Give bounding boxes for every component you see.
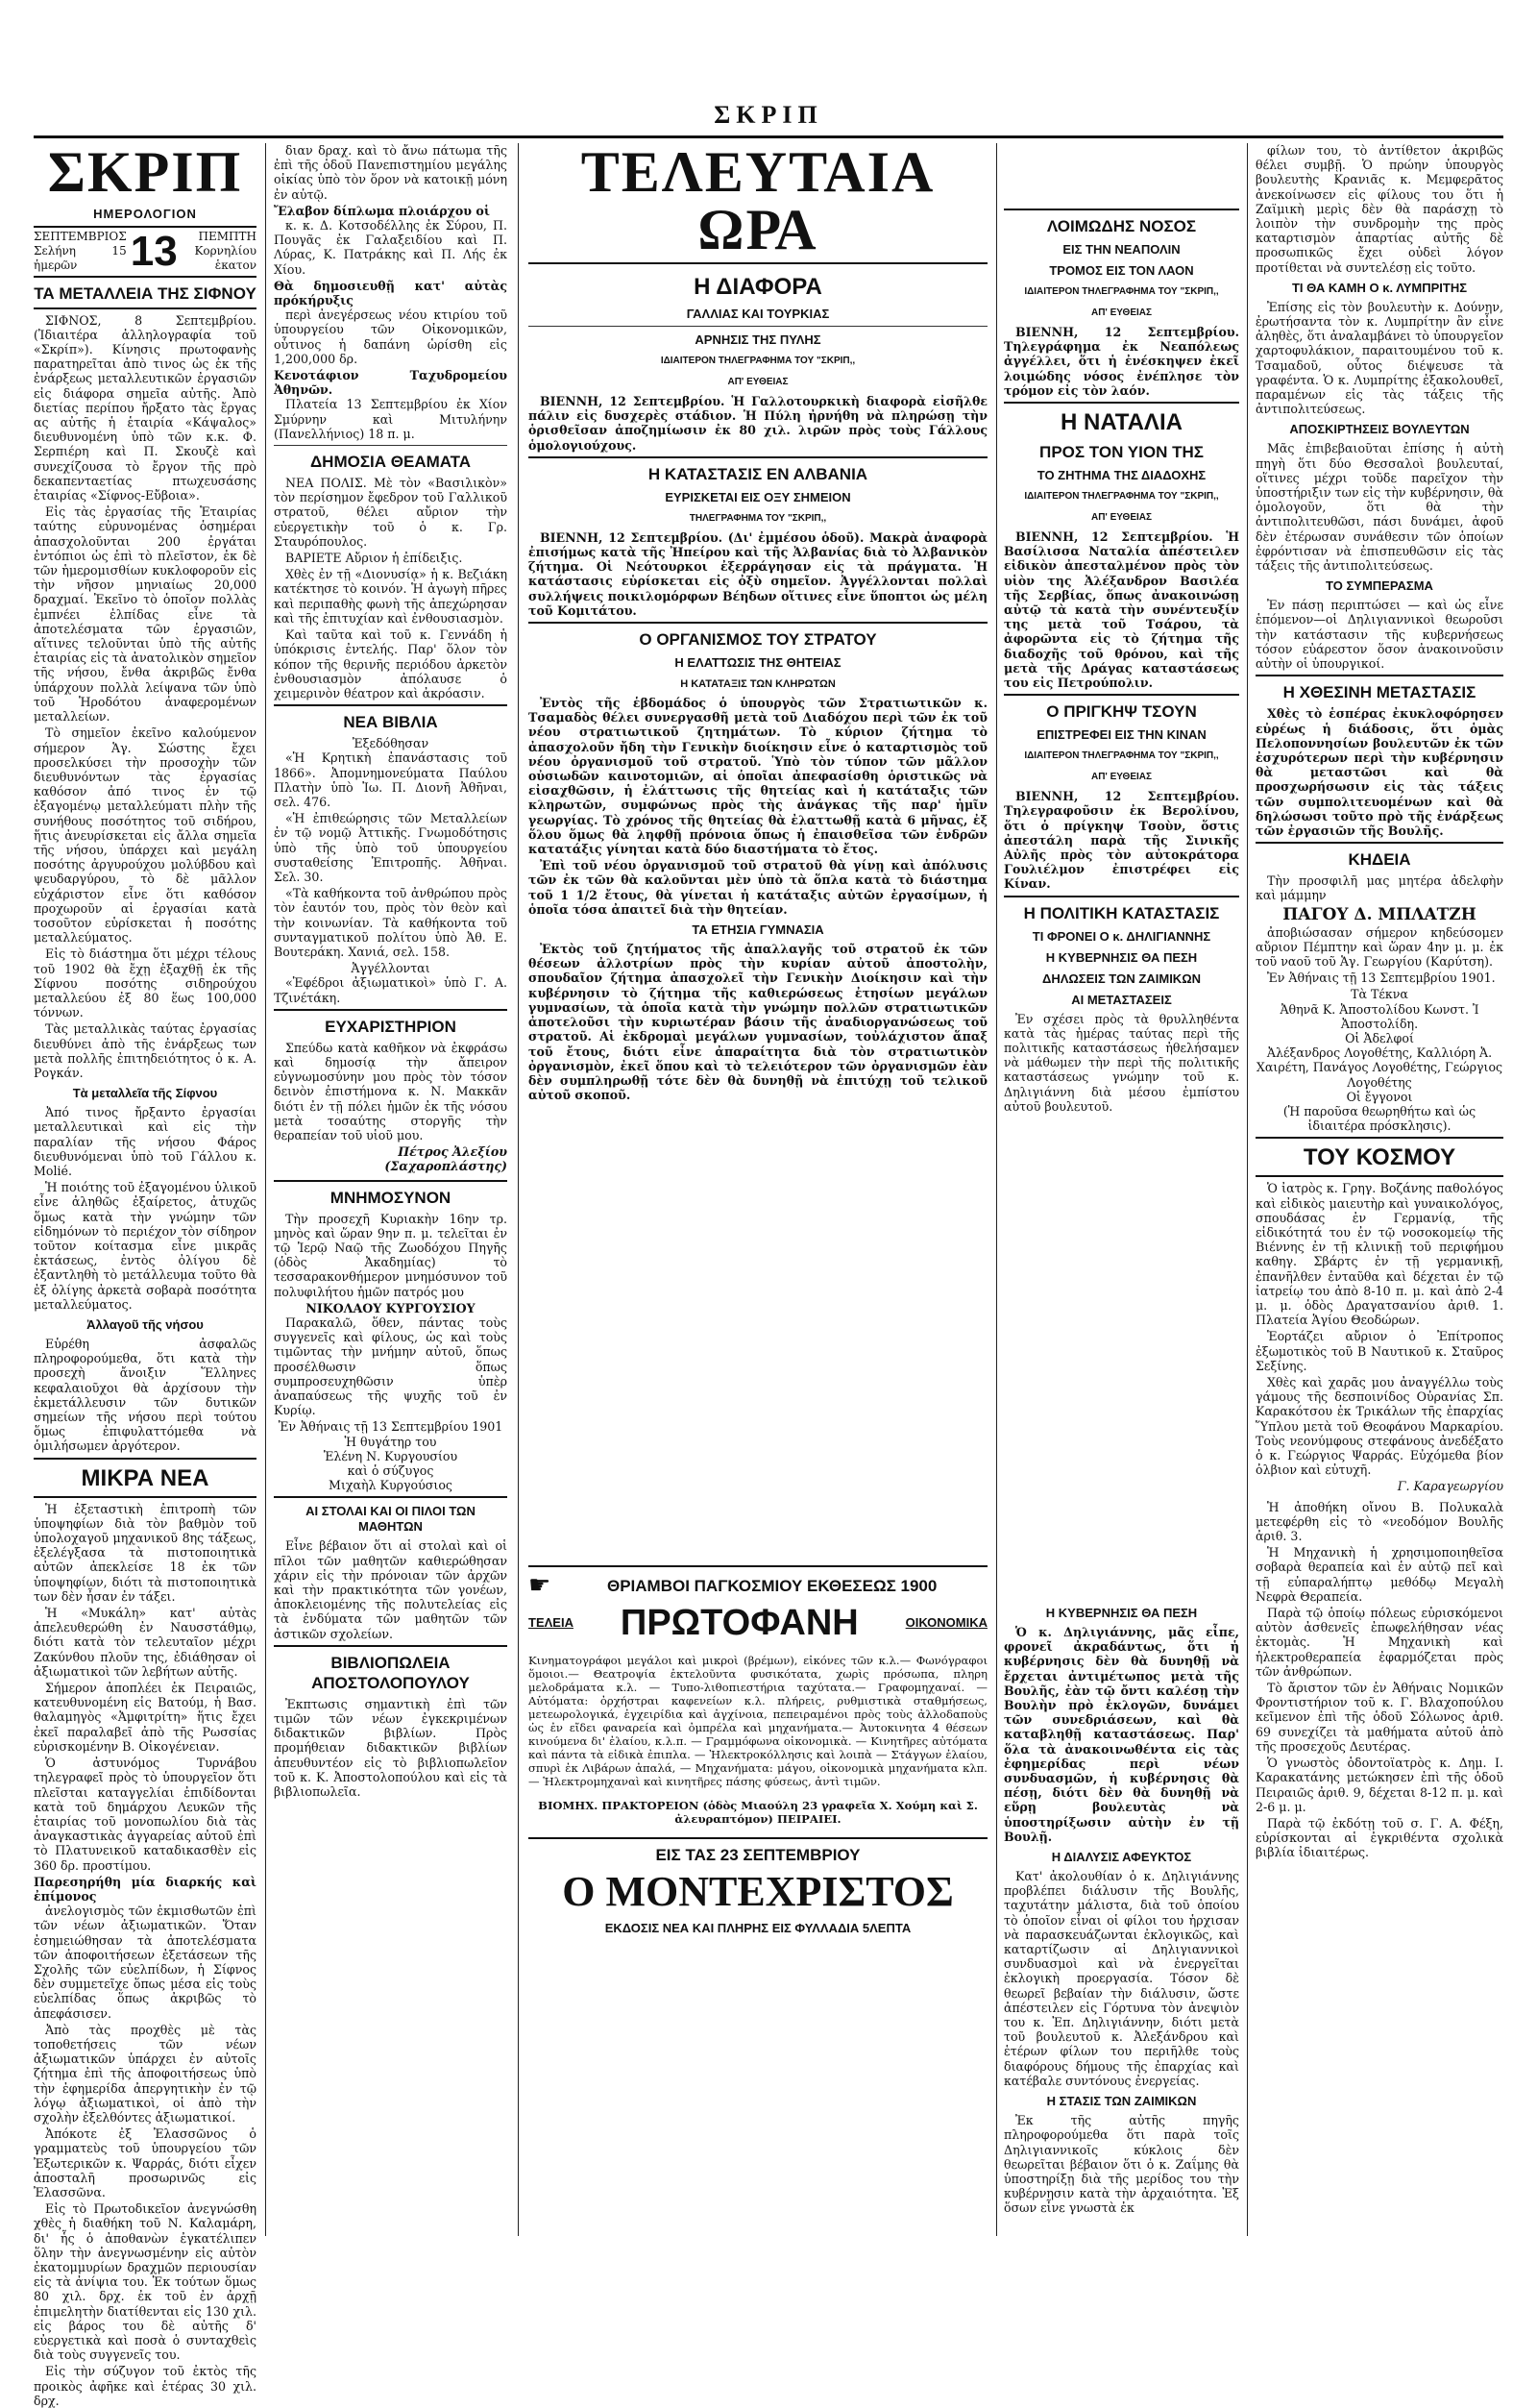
article-paragraph: Κατ' ἀκολουθίαν ὁ κ. Δηλιγιάννης προβλέπει διάλυσιν τῆς Βουλῆς, ταχυτάτην μάλιστα, διὰ τοῦ ὁποίου τὸ ὁποῖον εἶναι οἱ φίλοι του ἡρχισαν νὰ παρασκευάζωνται ἐκλογικῶς, καὶ καταρτίζωσιν αἱ Δηλιγιαννικοὶ συνδυασμοὶ καὶ νὰ ἐνεργεῖται ἐκλογικὴ προεργασία. Τόσον δὲ θεωρεῖ βεβαίαν τὴν διάλυσιν, ὥστε ἀπέστειλεν εἰς Γόρτυνα τὸν ἀνεψιὸν του κ. Ἐπ. Δηλιγιάννην, διότι μετὰ τοῦ βουλευτοῦ κ. Ἀλεξάνδρου καὶ ἑτέρων φίλων του περιῆλθε τοὺς διαφόρους δήμους τῆς ἐπαρχίας καὶ κατέβαλε συντόνους ἐνεργείας. (1004, 1869, 1239, 2088)
deceased-name: ΠΑΓΟΥ Δ. ΜΠΛΑΤΖΗ (1282, 904, 1476, 924)
section-heading: ΜΝΗΜΟΣΥΝΟΝ (329, 1188, 451, 1207)
news-item: Ἀπὸ τὰς προχθὲς μὲ τὰς τοποθετήσεις τῶν νέων ἀξιωματικῶν ὑπάρχει ἐν αὐτοῖς ζήτημα ἐπὶ τῆς ἀποφοιτήσεως ὑπὸ τὴν ἐφημερίδα ἀπεργητικὴν ἐν τῷ λόγῳ ἀξιωματικοὶ, οἱ ἀπὸ τὴν σχολὴν ἐξελθόντες ἀξιωματικοί. (34, 2022, 256, 2125)
news-item: καὶ ὁ σύζυγος (347, 1463, 434, 1479)
article-subheading: ΤΟ ΣΥΜΠΕΡΑΣΜΑ (1326, 578, 1433, 594)
article-paragraph: ΒΙΕΝΝΗ, 12 Σεπτεμβρίου. Ἡ Βασίλισσα Ναταλία ἀπέστειλεν εἰδικὸν ἀπεσταλμένον πρὸς τὸν υἱὸν της Ἀλέξανδρον Βασιλέα τῆς Σερβίας, ὅπως ἀνακοινώσῃ αὐτῷ τὰ κατὰ τὴν συνέντευξίν της μετὰ τοῦ Τσάρου, τὰ ἀφορῶντα εἰς τὸ ζήτημα τῆς διαδοχῆς τοῦ θρόνου, καὶ τῆς μετὰ τῆς Δράγας καταστάσεως του εἰς Πετρούπολιν. (1004, 529, 1239, 691)
article-heading: Η ΠΟΛΙΤΙΚΗ ΚΑΤΑΣΤΑΣΙΣ (1023, 903, 1220, 922)
column-5 (1256, 143, 1503, 2236)
column-4 (1004, 143, 1239, 1659)
article-paragraph: Ὁ κ. Δηλιγιάννης, μᾶς εἶπε, φρονεῖ ἀκραδάντως, ὅτι ἡ κυβέρνησις δὲν θὰ δυνηθῇ νὰ ἔρχεται ἀντιμέτωπος μετὰ τῆς Βουλῆς, ἐὰν τῷ ὄντι καλέσῃ τὴν Βουλὴν πρὸ ἐκλογῶν, δυνάμει τῶν συνεδριάσεων, καὶ θὰ καταβληθῇ καταστάσεως. Παρ' ὅλα τὰ ἀνακοινωθέντα εἰς τὰς ἐφημερίδας περὶ νέων συνδυασμῶν, ἡ κυβέρνησις θὰ πέσῃ, διότι δὲν θὰ δυνηθῇ νὰ εὕρῃ βουλευτὰς νὰ ὑποστηρίξωσιν αὐτὴν ἐν τῇ Βουλῇ. (1004, 1625, 1239, 1844)
article-paragraph: Ἐν σχέσει πρὸς τὰ θρυλληθέντα κατὰ τὰς ἡμέρας ταύτας περὶ τῆς πολιτικῆς καταστάσεως ἠθελήσαμεν νὰ μάθωμεν τὴν περὶ τῆς πολιτικῆς καταστάσεως γνώμην τοῦ κ. Δηλιγιάννη διὰ μέσου ἐμπίστου αὐτοῦ βουλευτοῦ. (1004, 1011, 1239, 1114)
article-heading: ΤΑ ΜΕΤΑΛΛΕΙΑ ΤΗΣ ΣΙΦΝΟΥ (34, 283, 256, 303)
article-paragraph: Ἐν πάσῃ περιπτώσει — καὶ ὡς εἶνε ἑπόμενον—οἱ Δηλιγιαννικοὶ θεωροῦσι τὴν κατάστασιν τῆς κυβερνήσεως τόσον εὐάρεστον ὅσον ἀνακοινοῦσιν αὐτὴν οἱ ὑπουργικοί. (1256, 598, 1503, 672)
news-item: Σπεύδω κατὰ καθῆκον νὰ ἐκφράσω καὶ δημοσίᾳ τὴν ἄπειρον εὐγνωμοσύνην μου πρὸς τὸν τόσον δεινὸν ἐπιστήμονα κ. Ν. Μακκᾶν διότι ἐν τῇ πόλει ἡμῶν ἐκ τῆς νόσου μετὰ τοσαύτης στοργῆς τὴν θεραπείαν τοῦ υἱοῦ μου. (274, 1040, 507, 1143)
article-paragraph: ΒΙΕΝΝΗ, 12 Σεπτεμβρίου. (Δι' ἐμμέσου ὁδοῦ). Μακρὰ ἀναφορὰ ἐπισήμως κατὰ τῆς Ἠπείρου καὶ τῆς Ἀλβανίας διὰ τὸ Ἀλβανικὸν ζήτημα. Οἱ Νεότουρκοι ἐξερράγησαν εἰς τὰ πράγματα. Ἡ κατάστασις εὑρίσκεται εἰς ὀξὺ σημεῖον. Ἀγγέλλονται πολλαὶ συλλήψεις ποικιλομόρφων Βέηδων οἵτινες εἶνε ὕποπτοι ὡς μέλη τοῦ Κομιτάτου. (528, 529, 988, 618)
article-subheading: ΕΠΙΣΤΡΕΦΕΙ ΕΙΣ ΤΗΝ ΚΙΝΑΝ (1037, 727, 1207, 743)
article-paragraph: Ἀπό τινος ἤρξαντο ἐργασίαι μεταλλευτικαὶ καὶ εἰς τὴν παραλίαν τῆς νήσου Φάρος διευθυνόμεναι ὑπὸ τοῦ Γάλλου κ. Molié. (34, 1105, 256, 1178)
news-item: Παρακαλῶ, ὅθεν, πάντας τοὺς συγγενεῖς καὶ φίλους, ὡς καὶ τοὺς τιμῶντας τὴν μνήμην αὐτοῦ, ὅπως προσέλθωσιν ὅπως συμπροσευχηθῶσιν ὑπὲρ ἀναπαύσεως τῆς ψυχῆς τοῦ ἐν Κυρίῳ. (274, 1315, 507, 1418)
telegram-source: ΑΠ' ΕΥΘΕΙΑΣ (1090, 772, 1152, 783)
ad-text: Κινηματογράφοι μεγάλοι καὶ μικροὶ (βρέμων), εἰκόνες τῶν κ.λ.— Φωνόγραφοι ὅμοιοι.— Θεατροψία ἐκτελοῦντα φυσικότατα, χωρὶς πρόσωπα, πληρη μελοδράματα κ.λ. — Τυπο-λιθοπιεστήρια ταχύτατα.— Γραφομηχαναί. — Αὐτόματα: ὀρχήστραι καφενείων κ.λ. πλήρεις, ρυθμιστικὰ σταθμήσεως, μετεωρολογικά, ἐγχειρίδια καὶ ἀγχίνοια, πεπειραμένοι πρὸς τοὺς ἀλλοδαποὺς ὡς ἐν εἴδει φαναρεία καὶ ὀμπρέλα καὶ μηχανήματα.— Ἀυτοκινητα 4 θέσεων κινούμενα δι' ἐλαίου, κ.λ.π. — Γραμμόφωνα οἰκονομικὰ. — Κινητῆρες αὐτόματα καὶ πάντα τὰ εἰδικὰ ἐπιπλα. — Ἠλεκτροκόλλησις καὶ λοιπὰ — Στάγγων ἐλαίου, σπυρὶ ἐκ Λιβάρων ἀπαλά, — Μηχανήματα: μάγου, οἰκονομικὰ μηχανήματα κλπ. — Ἡλεκτρομηχαναὶ καὶ κινητῆρες πάσης φύσεως, ἀντὶ τιμῶν. (528, 1653, 988, 1788)
newspaper-page (34, 101, 1503, 2408)
weekday: ΠΕΜΠΤΗ (198, 230, 256, 243)
article-paragraph: Ἐκ τῆς αὐτῆς πηγῆς πληροφορούμεθα ὅτι παρὰ τοῖς Δηλιγιαννικοῖς κύκλοις δὲν θεωρεῖται βέβαιον ὅτι ὁ κ. Ζαΐμης θὰ ὑποστηρίξῃ διὰ τῆς μερίδος του τὴν κυβέρνησιν κατὰ τὴν ἀρχαιότητα. Ἐξ ὅσων εἶνε γνωστὰ ἐκ (1004, 2113, 1239, 2216)
section-heading: ΤΟΥ ΚΟΣΜΟΥ (1303, 1144, 1456, 1171)
article-subheading: ΤΑ ΕΤΗΣΙΑ ΓΥΜΝΑΣΙΑ (692, 922, 824, 938)
telegram-source: ΙΔΙΑΙΤΕΡΟΝ ΤΗΛΕΓΡΑΦΗΜΑ ΤΟΥ "ΣΚΡΙΠ,, (1024, 750, 1219, 762)
section-heading: ΜΙΚΡΑ ΝΕΑ (81, 1464, 209, 1491)
telegram-source: ΙΔΙΑΙΤΕΡΟΝ ΤΗΛΕΓΡΑΦΗΜΑ ΤΟΥ "ΣΚΡΙΠ,, (1024, 286, 1219, 297)
article-heading: Η ΔΙΑΦΟΡΑ (694, 274, 822, 300)
section-heading: ΚΗΔΕΙΑ (1348, 850, 1411, 870)
article-heading: Η ΚΑΤΑΣΤΑΣΙΣ ΕΝ ΑΛΒΑΝΙΑ (647, 464, 868, 483)
serial-title: Ο ΜΟΝΤΕΧΡΙΣΤΟΣ (562, 1867, 954, 1915)
ad-word: ΤΕΛΕΙΑ (528, 1615, 573, 1630)
news-item: Ἀθηνᾶ Κ. Ἀποστολίδου Κωνστ. Ἰ Ἀποστολίδη. (1280, 1001, 1479, 1031)
section-heading: ΕΥΧΑΡΙΣΤΗΡΙΟΝ (325, 1017, 456, 1036)
news-item: κ. κ. Δ. Κοτσοδέλλης ἐκ Σύρου, Π. Πουγᾶς ἐκ Γαλαξειδίου καὶ Π. Λύρας, Κ. Πατράκης καὶ Π. Λής ἐκ Χίου. (274, 218, 507, 277)
article-paragraph: Ἡ ποιότης τοῦ ἐξαγομένου ὑλικοῦ εἶνε ἀληθῶς ἐξαίρετος, ἀτυχῶς ὅμως κατὰ τὴν γνώμην τῶν εἰδημόνων τὸ περιέχον τὸν σίδηρον τοῦτον κοίτασμα εἶνε μικρᾶς ἐκτάσεως, ἐντὸς ὀλίγου δὲ ἐξαντληθὴ τὸ μετάλλευμα τοῦτο θὰ ἐξ ὀλίγης ἀρκετὰ σοβαρὰ ποσότητα μεταλλεύματος. (34, 1180, 256, 1312)
news-item: Ἐν Ἀθήναις τῇ 13 Σεπτεμβρίου 1901. (1267, 971, 1496, 986)
article-heading: ΛΟΙΜΩΔΗΣ ΝΟΣΟΣ (1046, 217, 1197, 235)
news-item: περὶ ἀνεγέρσεως νέου κτιρίου τοῦ ὑπουργείου τῶν Οἰκονομικῶν, οὗτινος ἡ δαπάνη ὡρίσθη εἰς 1,200,000 δρ. (274, 307, 507, 366)
news-item: Ἀπόκοτε ἐξ Ἐλασσῶνος ὁ γραμματεὺς τοῦ ὑπουργείου τῶν Ἐξωτερικῶν κ. Ψαρράς, διότι εἶχεν ἀποσταλῆ προσωρινῶς εἰς Ἐλασσῶνα. (34, 2126, 256, 2199)
advertisement (528, 1561, 988, 1940)
masthead: ΣΚΡΙΠ (714, 101, 823, 129)
article-paragraph: Μᾶς ἐπιβεβαιοῦται ἐπίσης ἡ αὐτὴ πηγὴ ὅτι δύο Θεσσαλοὶ βουλευταί, οἵτινες μέχρι τοῦδε παρεῖχον τὴν ὑποστήριξιν των εἰς τὴν κυβέρνησιν, θὰ ὁμολογοῦν, ὅτι θὰ τὴν ἀντιπολιτευθῶσι, πάσι δυνάμει, ἀφοῦ δὲν ἐτέρωσαν συνάθεσιν τῶν ὁποίων ἐφρόντισαν νὰ ἐπισπευθῶσιν εἰς τὰς τάξεις τῆς ἀντιπολιτεύσεως. (1256, 441, 1503, 574)
news-item: Ἀγγέλλονται (351, 961, 430, 976)
news-item: «Ἡ Κρητικὴ ἐπανάστασις τοῦ 1866». Ἀπομνημονεύματα Παύλου Πλατὴν ὑπὸ Ἰω. Π. Διονῆ Ἀθῆναι, σελ. 476. (274, 750, 507, 809)
article-heading: Η ΝΑΤΑΛΙΑ (1061, 409, 1183, 436)
article-subheading: ΑΙ ΜΕΤΑΣΤΑΣΕΙΣ (1071, 992, 1172, 1007)
telegram-source: ΤΗΛΕΓΡΑΦΗΜΑ ΤΟΥ "ΣΚΡΙΠ,, (689, 512, 827, 524)
news-item: Ἡ θυγάτηρ του (344, 1434, 437, 1449)
article-paragraph: Τὸ σημεῖον ἐκεῖνο καλούμενον σήμερον Ἁγ. Σώστης ἔχει προσελκύσει τὴν προσοχὴν τῶν διευθυνόντων τὰς ἐργασίας καθόσον ἀπό τινος ἐν τῷ ἐξαγομένῳ μεταλλεύματι πλὴν τῆς συνήθους ποσότητος τοῦ σιδήρου, ἥτις ἀνευρίσκεται εἰς ἄλλα σημεῖα τῆς νήσου, ὑπάρχει καὶ μεγάλη ποσότης ἀργυρούχου μολύβδου καὶ ψευδαργύρου, τὸ δὲ μᾶλλον εὐχάριστον εἶνε ὅτι καθόσον προχωροῦν αἱ ἐργασίαι κατὰ τοσοῦτον εὑρίσκεται ἡ ποσότης μεταλλεύματος. (34, 725, 256, 946)
article-paragraph: ΒΙΕΝΝΗ, 12 Σεπτεμβρίου. Τηλεγραφοῦσιν ἐκ Βερολίνου, ὅτι ὁ πρίγκηψ Τσοὺν, ὅστις ἀπεστάλη παρὰ τῆς Σινικῆς Αὐλῆς πρὸς τὸν αὐτοκράτορα Γουλιέλμον ἐπιστρέφει εἰς Κίναν. (1004, 789, 1239, 892)
news-item: Ἐκπτωσις σημαντικὴ ἐπὶ τῶν τιμῶν τῶν νέων ἐγκεκριμένων διδακτικῶν βιβλίων. Πρὸς προμήθειαν διδακτικῶν βιβλίων ἀπευθυντέον εἰς τὸ βιβλιοπωλεῖον τοῦ κ. Κ. Ἀποστολοπούλου καὶ εἰς τὰ βιβλιοπωλεῖα. (274, 1696, 507, 1800)
news-item: Χθὲς ἐν τῇ «Διονυσίᾳ» ἡ κ. Βεζιάκη κατέκτησε τὸ κοινόν. Ἡ ἀγωγὴ πῆρες καὶ περιπαθὴς φωνὴ τῆς ἀπεχώρησαν καὶ τῆς ἐπιτυχίαν καὶ ἐνθουσιασμὸν. (274, 567, 507, 626)
article-subheading: Η ΕΛΑΤΤΩΣΙΣ ΤΗΣ ΘΗΤΕΙΑΣ (674, 655, 842, 671)
column-rule (518, 143, 519, 2236)
news-item: Ἑλένη Ν. Κυργουσίου (323, 1448, 458, 1463)
column-rule (996, 143, 997, 2236)
news-item: Εἰς τὸ Πρωτοδικεῖον ἀνεγνώσθη χθὲς ἡ διαθήκη τοῦ Ν. Καλαμάρη, δι' ἧς ὁ ἀποθανὼν ἐγκατέλιπεν ὅλην τὴν ἀνεγνωσμένην εἰς αὐτὸν ἐκατομμυρίων δραχμῶν περιουσίαν εἰς τὰ ἀνίψια του. Ἐκ τούτων ὅμως 80 χιλ. δρχ. ἐκ τοῦ ἐν ἀρχῇ ἐπιμελητὴν διατίθενται εἰς 130 χιλ. εἰς βάρος του δὲ αὐτῆς δ' εὐεργετικὰ καὶ ποσὰ ὁ συνταχθεὶς διὰ τοὺς συγγενεῖς του. (34, 2201, 256, 2363)
news-lead: Κενοτάφιον Ταχυδρομείου Ἀθηνῶν. (274, 368, 507, 398)
article-subheading: ΔΗΛΩΣΕΙΣ ΤΩΝ ΖΑΙΜΙΚΩΝ (1041, 971, 1202, 986)
article-paragraph: Ἐκτὸς τοῦ ζητήματος τῆς ἀπαλλαγῆς τοῦ στρατοῦ ἐκ τῶν θέσεων ἀλλοτρίων πρὸς τὴν κυρίαν αὐτοῦ ἀποστολὴν, σπουδαῖον ζήτημα ἀπασχολεῖ τὴν Γενικὴν Διοίκησιν καὶ τὴν κυβέρνησιν τὸ ζήτημα τῆς καθιερώσεως ἐτησίων μεγάλων γυμνασίων, τὰ ὁποῖα κατὰ τὴν γνώμην πολλῶν στρατιωτικῶν ἀποτελοῦσι τὴν κυριωτέραν βάσιν τῆς ἀναδιοργανώσεως τοῦ στρατοῦ. Αἱ ἐκδρομαὶ μεγάλων γυμνασίων, τοὐλάχιστον ἅπαξ τοῦ ἔτους, διότι εἶνε ἀπαραίτητα διὰ τὸν στρατιωτικὸν ὀργανισμὸν, ἐκεῖ ὅπου καὶ τὸ τελειότερον τῶν ὀργανισμῶν ἐὰν δὲν συμπληρωθῇ τότε δὲν θὰ δυνηθῇ νὰ ἐπιτύχῃ τοῦ τελικοῦ αὐτοῦ σκοποῦ. (528, 942, 988, 1103)
ad-word: ΟΙΚΟΝΟΜΙΚΑ (905, 1615, 988, 1630)
news-lead: Θὰ δημοσιευθῇ κατ' αὐτὰς πρόκήρυξις (274, 278, 507, 308)
news-item: ΝΕΑ ΠΟΛΙΣ. Μὲ τὸν «Βασιλικὸν» τὸν περίσημον ἔφεδρον τοῦ Γαλλικοῦ στρατοῦ, θέλει αὔριον τὴν εὐεργετικὴν τοῦ ὁ κ. Γρ. Σταυρόπουλος. (274, 476, 507, 549)
column-3 (528, 140, 988, 1659)
column-2 (274, 143, 507, 2236)
section-heading: ΝΕΑ ΒΙΒΛΙΑ (343, 713, 438, 732)
article-paragraph: ΒΙΕΝΝΗ, 12 Σεπτεμβρίου. Ἡ Γαλλοτουρκικὴ διαφορὰ εἰσῆλθε πάλιν εἰς δυσχερὲς στάδιον. Ἡ Πύλη ἠρνήθη νὰ πληρώσῃ τὴν ὁρισθεῖσαν ἀποζημίωσιν ἐκ 80 χιλ. λιρῶν πρὸς τοὺς Γάλλους ὁμολογιούχους. (528, 394, 988, 453)
news-item: Ὁ ἀστυνόμος Τυρνάβου τηλεγραφεῖ πρὸς τὸ ὑπουργεῖον ὅτι πλεῖσται καταγγελίαι ἐπιδίδονται κατὰ τοῦ δημάρχου Λευκῶν τῆς ἑταιρίας τοῦ μονοπωλίου διὰ τὰς ἀναγκαστικὰς ἀγγαρείας αὐτοῦ ἐπὶ τὸ Πλατυνεικοῦ καταδικασθὲν εἰς 360 δρ. προστίμου. (34, 1756, 256, 1873)
serial-subtitle: ΕΚΔΟΣΙΣ ΝΕΑ ΚΑΙ ΠΛΗΡΗΣ ΕΙΣ ΦΥΛΛΑΔΙΑ 5ΛΕΠΤΑ (604, 1920, 912, 1935)
article-subheading: ΓΑΛΛΙΑΣ ΚΑΙ ΤΟΥΡΚΙΑΣ (686, 307, 830, 321)
news-item: Ἡ «Μυκάλη» κατ' αὐτὰς ἀπελευθερώθη ἐν Ναυσστάθμῳ, διότι κατὰ τὸν τελευταῖον μέχρι Ζακύνθου πλοῦν της, ἐδιάθησαν οἱ ἀξιωματικοὶ τῶν λεβήτων αὐτῆς. (34, 1606, 256, 1679)
article-paragraph: Εὑρέθη ἀσφαλῶς πληροφορούμεθα, ὅτι κατὰ τὴν προσεχὴ ἄνοιξιν Ἕλληνες κεφαλαιοῦχοι θὰ ἀρχίσουν τὴν ἐκμετάλλευσιν τῶν δυτικῶν σημείων τῆς νήσου περὶ τούτου ὅμως ἐπιφυλαττόμεθα νὰ ὁμιλήσωμεν ἀργότερον. (34, 1337, 256, 1454)
article-paragraph: Ἐντὸς τῆς ἑβδομάδος ὁ ὑπουργὸς τῶν Στρατιωτικῶν κ. Τσαμαδὸς θέλει συνεργασθῆ μετὰ τοῦ Διαδόχου περὶ τῶν ἐκ τοῦ νέου στρατιωτικοῦ ζητημάτων. Τὸ κύριον ζήτημα τὸ ἀπασχολοῦν ἤδη τὴν Γενικὴν διοίκησιν εἶνε ὁ καταρτισμὸς τοῦ νέου ὀργανισμοῦ τοῦ στρατοῦ. Ὑπὸ τὸν τύπον τῶν μᾶλλον οὐσιωδῶν καινοτομιῶν, αἱ ὁποῖαι ἀπεφασίσθη ὁριστικῶς νὰ εἰσαχθῶσιν, ἡ ἐλάττωσις τῆς θητείας καὶ ἡ κατάταξις τῶν κληρωτῶν, συμφώνως πρὸς τὴς ἀνάγκας τῆς παρ' ἡμῖν γεωργίας. Τὸ χρόνος τῆς θητείας θὰ ἐλαττωθῇ κατὰ 6 μῆνας, ἐξ ὅλου ὅμως θὰ ληφθῇ πρόνοια ὅπως ἡ ἐπαισθεῖσα τῶν ἐνδρῶν κατατάξις γίνηται κατὰ δύο διαστήματα τὸ ἔτος. (528, 696, 988, 857)
article-subheading: Η ΚΑΤΑΤΑΞΙΣ ΤΩΝ ΚΛΗΡΩΤΩΝ (680, 678, 836, 691)
paper-title: ΣΚΡΙΠ (47, 140, 243, 204)
news-item: Χθὲς καὶ χαρᾶς μου ἀναγγέλλω τοὺς γάμους τῆς δεσποινίδος Οὐρανίας Σπ. Καρακότσου ἐκ Τρικάλων τῆς ἐπαρχίας Ὕπλου μετὰ τοῦ Θεοφάνου Μαρκαρίου. Τοὺς νεονύμφους στεφάνους ἀνεδέξατο ὁ κ. Γεώργιος Ψαρράς. Εὐχόμεθα βίον ὀλβιον καὶ εὐτυχῆ. (1256, 1375, 1503, 1478)
article-paragraph: ΒΙΕΝΝΗ, 12 Σεπτεμβρίου. Τηλεγράφημα ἐκ Νεαπόλεως ἀγγέλλει, ὅτι ἡ ἐνέσκηψεν ἐκεῖ λοιμώδης νόσος ἐνέπλησε τὸν τρόμον εἰς τὸν λαόν. (1004, 325, 1239, 398)
article-subheading: ΤΙ ΦΡΟΝΕΙ Ο κ. ΔΗΛΙΓΙΑΝΝΗΣ (1032, 928, 1211, 944)
section-heading: ΑΙ ΣΤΟΛΑΙ ΚΑΙ ΟΙ ΠΙΛΟΙ ΤΩΝ ΜΑΘΗΤΩΝ (305, 1504, 476, 1535)
article-subheading: Η ΚΥΒΕΡΝΗΣΙΣ ΘΑ ΠΕΣΗ (1045, 1606, 1198, 1620)
article-subheading: ΑΠΟΣΚΙΡΤΗΣΕΙΣ ΒΟΥΛΕΥΤΩΝ (1289, 422, 1470, 437)
news-item: Παρὰ τῷ ὁποίῳ πόλεως εὐρισκόμενοι αὐτὸν ἀσθενεῖς ἐπωφελήθησαν νέας ἐκτομὰς. Ἡ Μηχανικὴ καὶ ἡλεκτροθεραπεία ἐφαρμόζεται πρὸς τῶν ἀνθρώπων. (1256, 1606, 1503, 1679)
ad-word: ΠΡΩΤΟΦΑΝΗ (620, 1603, 859, 1643)
column-1 (34, 140, 256, 2408)
news-lead: Ἔλαβον δίπλωμα πλοιάρχου οἱ (274, 203, 490, 218)
column-rule (1247, 143, 1248, 2236)
news-item: «Τὰ καθήκοντα τοῦ ἀνθρώπου πρὸς τὸν ἑαυτόν του, πρὸς τὸν θεὸν καὶ τὴν κοινωνίαν. Τὰ καθήκοντα τοῦ συνταγματικοῦ πολίτου ὑπὸ Ἀθ. Ε. Βουτεράκη. Χανιά, σελ. 158. (274, 886, 507, 959)
article-heading: Ο ΠΡΙΓΚΗΨ ΤΣΟΥΝ (1046, 702, 1197, 722)
news-item: Ὁ γνωστὸς ὁδοντοϊατρὸς κ. Δημ. Ι. Καρακατάνης μετώκησεν ἐπὶ τῆς ὁδοῦ Πειραιῶς ἀριθ. 9, δέχεται 8-12 π. μ. καὶ 2-6 μ. μ. (1256, 1756, 1503, 1814)
article-subheading: ΠΡΟΣ ΤΟΝ ΥΙΟΝ ΤΗΣ (1039, 443, 1204, 462)
news-item: Ἑορτάζει αὔριον ὁ Ἐπίτροπος ἐξωμοτικὸς τοῦ Β Ναυτικοῦ κ. Σταῦρος Σεξίνης. (1256, 1329, 1503, 1373)
article-paragraph: Τὰς μεταλλικὰς ταύτας ἐργασίας διευθύνει ἀπὸ τῆς ἐνάρξεως των μετὰ πολλῆς ἐπιτηδειότητος ὁ κ. Α. Ρογκάν. (34, 1021, 256, 1080)
article-column (528, 268, 988, 1104)
article-heading: Ο ΟΡΓΑΝΙΣΜΟΣ ΤΟΥ ΣΤΡΑΤΟΥ (639, 630, 877, 650)
article-subheading: Η ΔΙΑΛΥΣΙΣ ΑΦΕΥΚΤΟΣ (1051, 1850, 1192, 1865)
news-item: Οἱ Ἀδελφοί (1345, 1030, 1414, 1045)
article-paragraph: Ἐπίσης εἰς τὸν βουλευτὴν κ. Δούνην, ἐρωτήσαντα τὸν κ. Λυμπρίτην ἂν εἶνε ἀληθὲς, ὅτι ἀναλαμβάνει τὸ ὑπουργεῖον χαρτοφυλάκιον, παραιτουμένου τοῦ κ. Τσαμαδοῦ, οὗτος διέψευσε τὰ γραφέντα. Ὁ κ. Λυμπρίτης ἐξακολουθεῖ, παραμένων εἰς τὰς τάξεις τῆς ἀντιπολιτεύσεως. (1256, 299, 1503, 417)
news-item: Τὴν προσεχῆ Κυριακὴν 16ην τρ. μηνὸς καὶ ὥραν 9ην π. μ. τελεῖται ἐν τῷ Ἱερῷ Ναῷ τῆς Ζωοδόχου Πηγῆς (ὁδὸς Ἀκαδημίας) τὸ τεσσαρακονθήμερον μνημόσυνον τοῦ πολυφιλήτου ἡμῶν πατρός μου (274, 1211, 507, 1299)
news-item: «Ἡ ἐπιθεώρησις τῶν Μεταλλείων ἐν τῷ νομῷ Ἀττικῆς. Γνωμοδότησις ὑπὸ τῆς ὑπὸ τοῦ ὑπουργείου συσταθείσης Ἐπιτροπῆς. Ἀθῆναι. Σελ. 30. (274, 811, 507, 884)
article-subheading: ΕΥΡΙΣΚΕΤΑΙ ΕΙΣ ΟΞΥ ΣΗΜΕΙΟΝ (665, 489, 851, 504)
article-subheading: ΤΟ ΖΗΤΗΜΑ ΤΗΣ ΔΙΑΔΟΧΗΣ (1037, 468, 1207, 483)
news-item: Ἡ ἐξεταστικὴ ἐπιτροπὴ τῶν ὑποψηφίων διὰ τὸν βαθμὸν τοῦ ὑπολοχαγοῦ μηχανικοῦ 8ης τάξεως, ἐξελέγξασα τὰ πιστοποιητικὰ αὐτῶν ἀπεκλείσε 18 ἐκ τῶν ὑποψηφίων, διότι τὰ πιστοποιητικὰ των δὲν ἦσαν ἐν τάξει. (34, 1501, 256, 1604)
signature: Πέτρος Ἀλεξίου (Σαχαροπλάστης) (384, 1144, 507, 1174)
month: ΣΕΠΤΕΜΒΡΙΟΣ (34, 230, 127, 243)
date-box (34, 226, 256, 278)
telegram-source: ΑΠ' ΕΥΘΕΙΑΣ (1090, 307, 1152, 318)
news-item: Ἡ ἀποθήκη οἴνου Β. Πολυκαλὰ μετεφέρθη εἰς τὸ «νεοδόμον Βουλῆς ἀριθ. 3. (1256, 1499, 1503, 1544)
telegram-source: ΑΠ' ΕΥΘΕΙΑΣ (727, 377, 789, 387)
column-rule (265, 143, 266, 2236)
article-heading: Η ΧΘΕΣΙΝΗ ΜΕΤΑΣΤΑΣΙΣ (1282, 683, 1476, 702)
signature: Γ. Καραγεωργίου (1397, 1479, 1503, 1494)
news-item: Πλατεία 13 Σεπτεμβρίου ἐκ Χίον Σμύρνην καὶ Μιτυλήνην (Πανελλήνιος) 18 π. μ. (274, 397, 507, 441)
day-number: 13 (130, 227, 178, 275)
subheading: Τὰ μεταλλεῖα τῆς Σίφνου (72, 1086, 218, 1101)
ad-text: ΒΙΟΜΗΧ. ΠΡΑΚΤΟΡΕΙΟΝ (ὁδὸς Μιαούλη 23 γραφεῖα Χ. Χούμη καὶ Σ. ἀλευραπτόμον) ΠΕΙΡΑΙΕΙ. (538, 1799, 978, 1827)
news-item: Εἶνε βέβαιον ὅτι αἱ στολαὶ καὶ οἱ πῖλοι τῶν μαθητῶν καθιερώθησαν χάριν εἰς τὴν πρόνοιαν τῶν ἀρχῶν καὶ τὴν πρακτικότητα τῶν γονέων, ἀποκλειομένης τῆς πολυτελείας εἰς τὰ ἐνδύματα τῶν μαθητῶν τῶν ἀστικῶν σχολείων. (274, 1538, 507, 1641)
article-paragraph: Εἰς τὰς ἐργασίας τῆς Ἑταιρίας ταύτης εὐρυνομένας ὁσημέραι ἀπασχολοῦνται 200 ἐργάται ἐντόπιοι ὡς ἐπὶ τὸ πλεῖστον, ἐκ δὲ τῶν ἡμερομισθίων κυκλοφοροῦν εἰς τὴν νῆσον μηνιαίως 20,000 δραχμαί. Ἐκεῖνο τὸ ὁποῖον πολλὰς ἐμπνέει ἐλπίδας εἶνε τὰ ἀποτελέσματα τῶν ἐργασιῶν, αἵτινες τελοῦνται ὑπὸ τῆς αὐτῆς ἑταιρίας εἰς τὰ ἀνατολικὸν σημεῖον τῆς νήσου, ἔνθα ἀκριβῶς ἔνθα ὑπάρχουν πολλὰ λείψανα τῶν ὑπὸ τοῦ Ἡροδότου ἀναφερομένων μεταλλείων. (34, 504, 256, 725)
news-item: Ἡ Μηχανικὴ ἡ χρησιμοποιηθεῖσα σοβαρὰ θεραπεία καὶ ἐν αὐτῷ πεῖ καὶ τῇ εὐπαραλήπτῳ μεθόδῳ Μεγαλὴ Νεφρὰ Θεραπεία. (1256, 1545, 1503, 1604)
article-subheading: ΤΙ ΘΑ ΚΑΜΗ Ο κ. ΛΥΜΠΡΙΤΗΣ (1291, 280, 1468, 295)
article-subheading: ΤΡΟΜΟΣ ΕΙΣ ΤΟΝ ΛΑΟΝ (1049, 263, 1194, 278)
advertisement-title: ΘΡΙΑΜΒΟΙ ΠΑΓΚΟΣΜΙΟΥ ΕΚΘΕΣΕΩΣ 1900 (606, 1576, 938, 1595)
article-paragraph: φίλων του, τὸ ἀντίθετον ἀκριβῶς θέλει συμβῇ. Ὁ πρώην ὑπουργὸς βουλευτὴς Κρανιᾶς κ. Μεμφερᾶτος ἀνεκοίνωσεν εἰς φίλους του ὅτι ἡ Ζαϊμικὴ μερὶς δὲν θὰ παράσχῃ τὸ λοιπὸν τὴν συνδρομὴν της πρὸς καταρτισμὸν ἀπαρτίας αὐτῆς δὲ προσωπικῶς ἔχει οὐδεὶ λόγον προτίθεται νὰ συντελέσῃ εἰς τοῦτο. (1256, 143, 1503, 275)
news-item: Εἰς τὴν σύζυγον τοῦ ἐκτὸς τῆς προικὸς ἀφῆκε καὶ ἑτέρας 30 χιλ. δρχ. (34, 2364, 256, 2408)
news-item: ἀποβιώσασαν σήμερον κηδεύσομεν αὔριον Πέμπτην καὶ ὥραν 4ην μ. μ. ἐκ τοῦ ναοῦ τοῦ Ἁγ. Γεωργίου (Καρύτση). (1256, 924, 1503, 969)
news-item: ἀνελογισμὸς τῶν ἐκμισθωτῶν ἐπὶ τῶν νέων ἀξιωματικῶν. Ὅταν ἐσημειώθησαν τὰ ἀποτελέσματα τῶν ἀποφοιτήσεων ἐξετάσεων τῆς Σχολῆς τῶν εὐελπίδων, ἡ Σίφνος δὲν συμμετεῖχε ὅπως μέσα εἰς τοὺς εὐελπίδας ὅπως ἀκριβῶς τὸ ἀπεφάσισεν. (34, 1904, 256, 2021)
news-item: Σήμερον ἀποπλέει ἐκ Πειραιῶς, κατευθυνομένη εἰς Βατούμ, ἡ Βασ. θαλαμηγὸς «Ἀμφιτρίτη» ἥτις ἔχει ἐκεῖ παραλαβεῖ ἀπὸ τῆς Ρωσσίας εὐρισκομένην Β. Οἰκογένειαν. (34, 1681, 256, 1754)
article-paragraph: ΣΙΦΝΟΣ, 8 Σεπτεμβρίου. (Ἰδιαιτέρα ἀλληλογραφία τοῦ «Σκρίπ»). Κίνησις πρωτοφανὴς παρατηρεῖται ἀπὸ τινος ὡς ἐκ τῆς ἐνάρξεως μεταλλευτικῶν ἐργασιῶν εἰς διάφορα σημεῖα αὐτῆς. Ἀπὸ διετίας περίπου ἤρξατο τὰς ἔργας ας αὐτῆς ἡ ἑταιρία «Κάψαλος» διευθυνομένη ὑπὸ τῶν κ.κ. Φ. Σερπιέρη καὶ Π. Σκουζὲ καὶ συνεχίζουσα τὸ ἔργον τῆς πρὸ δεκαπενταετίας πτωχευσάσης ἑταιρίας «Σίφνος-Εὔβοια». (34, 312, 256, 504)
saint-day: Κορνηλίου ἑκατον (194, 244, 256, 273)
article-subheading: Η ΚΥΒΕΡΝΗΣΙΣ ΘΑ ΠΕΣΗ (1045, 949, 1198, 965)
news-lead: Παρεσηρήθη μία διαρκής καὶ ἐπίμονος (34, 1874, 256, 1904)
news-item: Ἀλέξανδρος Λογοθέτης, Καλλιόρη Ἀ. Χαιρέτη, Πανάγος Λογοθέτης, Γεώργιος Λογοθέτης (1256, 1045, 1503, 1090)
deceased-name: ΝΙΚΟΛΑΟΥ ΚΥΡΓΟΥΣΙΟΥ (305, 1300, 476, 1315)
moon-phase: Σελήνη 15 ἡμερῶν (34, 244, 127, 273)
article-paragraph: Εἰς τὸ διάστημα ὅτι μέχρι τέλους τοῦ 1902 θὰ ἔχῃ ἐξαχθῇ ἐκ τῆς Σίφνου ποσότης σιδηρούχου μεταλλεύου ἐξ 80 ἕως 100,000 τόννων. (34, 946, 256, 1020)
calendar-title: ΗΜΕΡΟΛΟΓΙΟΝ (93, 207, 197, 221)
top-rule (34, 135, 1503, 138)
pointing-hand-icon: ☛ (528, 1571, 551, 1600)
subheading: Ἀλλαγοῦ τῆς νήσου (86, 1317, 204, 1333)
section-heading: ΒΙΒΛΙΟΠΩΛΕΙΑ ΑΠΟΣΤΟΛΟΠΟΥΛΟΥ (311, 1653, 470, 1692)
article-paragraph: Χθὲς τὸ ἑσπέρας ἐκυκλοφόρησεν εὐρέως ἡ διάδοσις, ὅτι ὁμὰς Πελοποννησίων βουλευτῶν ἐκ τῶν ἐσχυρότερων περὶ τὴν κυβέρνησιν θὰ μεταστῶσι καὶ θὰ προσχωρήσωσιν εἰς τὰς τάξεις τῶν συμπολιτευομένων καὶ θὰ δηλώσωσι τοῦτο πρὸ τῆς ἐνάρξεως τῶν ἐργασιῶν τῆς Βουλῆς. (1256, 706, 1503, 838)
news-item: (Ἡ παροῦσα θεωρηθήτω καὶ ὡς ἰδιαιτέρα πρόσκλησις). (1282, 1103, 1476, 1134)
column-4-lower (1004, 1600, 1239, 2236)
section-title: ΤΕΛΕΥΤΑΙΑ ΩΡΑ (580, 140, 936, 261)
serial-date: ΕΙΣ ΤΑΣ 23 ΣΕΠΤΕΜΒΡΙΟΥ (655, 1845, 861, 1864)
article-subheading: ΕΙΣ ΤΗΝ ΝΕΑΠΟΛΙΝ (1062, 242, 1181, 257)
news-item: Τὴν προσφιλῆ μας μητέρα ἀδελφὴν καὶ μάμμην (1256, 873, 1503, 903)
news-item: Τὸ ἄριστον τῶν ἐν Ἀθήναις Νομικῶν Φροντιστήριον τοῦ κ. Γ. Βλαχοπούλου κεῖμενον ἐπὶ τῆς ὁδοῦ Σόλωνος ἀριθ. 69 συνεχίζει τὰ μαθήματα αὐτοῦ ἀπὸ τῆς προσεχοῦς Δευτέρας. (1256, 1681, 1503, 1754)
news-item: Καὶ ταῦτα καὶ τοῦ κ. Γεννάδη ἡ ὑπόκρισις ἐντελής. Παρ' ὅλον τὸν κόπον τῆς θερινῆς περιόδου ἀρκετὸν ἐνθουσιασμὸν ἀπόλαυσε ὁ χειμερινὸν θέατρον καὶ ἀκρόασιν. (274, 627, 507, 700)
news-item: Ὁ ἰατρὸς κ. Γρηγ. Βοζάνης παθολόγος καὶ εἰδικὸς μαιευτὴρ καὶ γυναικολόγος, σπουδάσας ἐν Γερμανίᾳ, τῆς εἰδικότητά του ἐν τῷ νοσοκομείῳ τῆς Βιέννης ἐν τῇ κλινικῇ τοῦ περιφήμου καθηγ. Σβάρτς ἐν τῇ γερμανικῇ, ἐπανῆλθεν ἐνταῦθα καὶ δέχεται ἐν τῷ ἰατρείῳ του ἀπὸ 8-10 π. μ. καὶ ἀπὸ 2-4 μ. μ. ὁδὸς Δραγατσανίου ἀριθ. 1. Πλατεία Ἁγίου Θεοδώρων. (1256, 1181, 1503, 1328)
news-item: «Ἐφέδροι ἀξιωματικοὶ» ὑπὸ Γ. Α. Τζινέτάκη. (274, 975, 507, 1005)
news-item: Οἱ ἔγγονοι (1346, 1089, 1413, 1104)
section-heading: ΔΗΜΟΣΙΑ ΘΕΑΜΑΤΑ (309, 453, 472, 472)
news-item: Μιχαὴλ Κυργούσιος (329, 1478, 452, 1493)
article-subheading: Η ΣΤΑΣΙΣ ΤΩΝ ΖΑΙΜΙΚΩΝ (1046, 2094, 1197, 2109)
telegram-source: ΙΔΙΑΙΤΕΡΟΝ ΤΗΛΕΓΡΑΦΗΜΑ ΤΟΥ "ΣΚΡΙΠ,, (1024, 491, 1219, 503)
news-item: Ἐξεδόθησαν (352, 736, 429, 751)
telegram-source: ΙΔΙΑΙΤΕΡΟΝ ΤΗΛΕΓΡΑΦΗΜΑ ΤΟΥ "ΣΚΡΙΠ,, (660, 356, 856, 366)
news-item: Παρὰ τῷ ἐκδότῃ τοῦ σ. Γ. Α. Φέξη, εὑρίσκονται αἱ ἐγκριθέντα σχολικὰ βιβλία ἰδιαιτέρως. (1256, 1815, 1503, 1860)
article-subheading: ΑΡΝΗΣΙΣ ΤΗΣ ΠΥΛΗΣ (695, 332, 821, 347)
telegram-source: ΑΠ' ΕΥΘΕΙΑΣ (1090, 512, 1152, 524)
news-item: Ἐν Ἀθήναις τῇ 13 Σεπτεμβρίου 1901 (278, 1419, 503, 1435)
article-paragraph: Ἐπὶ τοῦ νέου ὀργανισμοῦ τοῦ στρατοῦ θὰ γίνῃ καὶ ἀπόλυσις τῶν ἐκ τῶν θὰ καλοῦνται μὲν ὑπὸ τὰ ὅπλα κατὰ τὸ διάστημα τοῦ 1 1/2 ἔτους, θὰ γίνεται ἡ κατάταξις αὐτῶν ἐργασίμων, ἡ ὁποῖα τόσα ἀπαιτεῖ διὰ τὴν θητείαν. (528, 858, 988, 917)
news-item: διαν δραχ. καὶ τὸ ἄνω πάτωμα τῆς ἐπὶ τῆς ὁδοῦ Πανεπιστημίου μεγάλης οἰκίας ὑπὸ τὸν ὅρον νὰ κατοικῇ μόνη ἐν αὐτῷ. (274, 143, 507, 202)
news-item: Τὰ Τέκνα (1351, 987, 1408, 1002)
news-item: ΒΑΡΙΕΤΕ Αὔριον ἡ ἐπίδειξις. (285, 551, 463, 566)
